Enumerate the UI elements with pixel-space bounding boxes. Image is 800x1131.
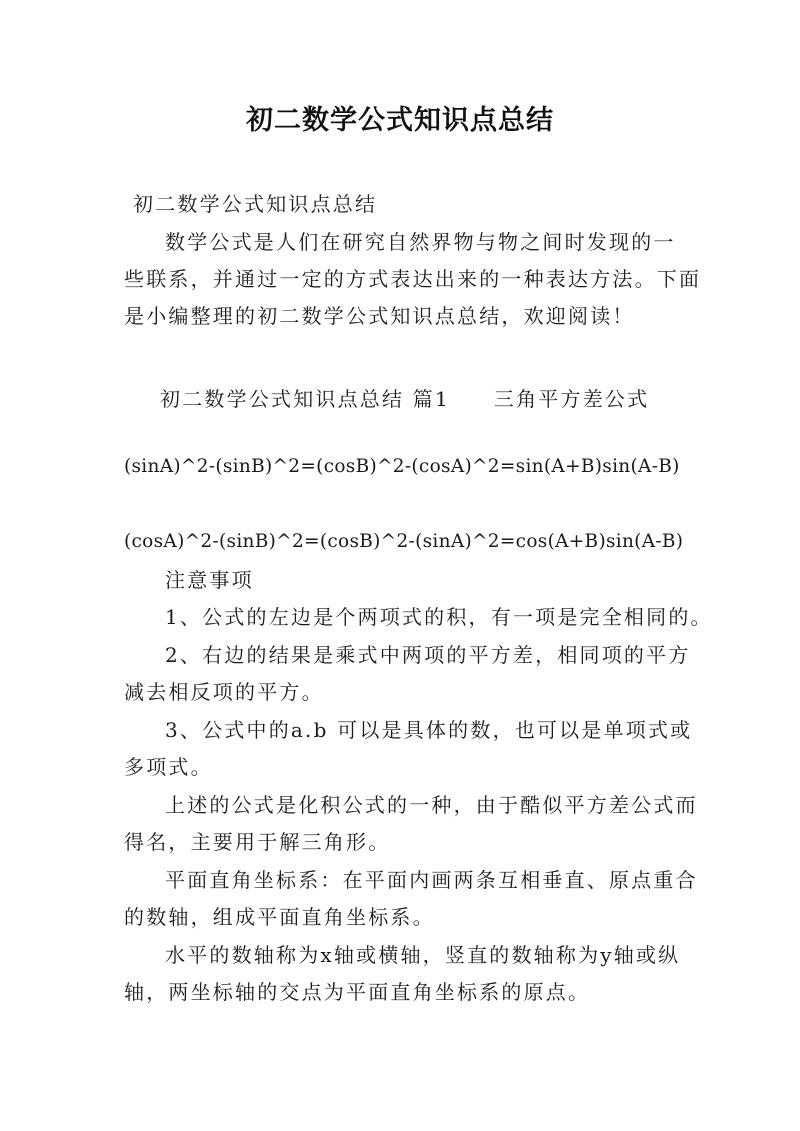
intro-heading: 初二数学公式知识点总结	[133, 192, 378, 216]
paragraph-line: 上述的公式是化积公式的一种，由于酷似平方差公式而	[165, 793, 698, 817]
section-heading: 初二数学公式知识点总结 篇1	[160, 387, 450, 411]
paragraph-line: 水平的数轴称为x轴或横轴，竖直的数轴称为y轴或纵	[165, 943, 681, 967]
note-item: 减去相反项的平方。	[124, 680, 324, 704]
paragraph-line: 平面直角坐标系：在平面内画两条互相垂直、原点重合	[165, 868, 698, 892]
paragraph-line: 轴，两坐标轴的交点为平面直角坐标系的原点。	[124, 980, 591, 1004]
formula-line: (sinA)^2-(sinB)^2=(cosB)^2-(cosA)^2=sin(A+B)sin(A-B)	[124, 456, 680, 477]
note-item: 2、右边的结果是乘式中两项的平方差，相同项的平方	[165, 643, 691, 667]
document-title: 初二数学公式知识点总结	[246, 105, 554, 136]
section-heading-row	[160, 383, 649, 412]
intro-line: 数学公式是人们在研究自然界物与物之间时发现的一	[165, 230, 676, 254]
notes-title: 注意事项	[165, 568, 254, 592]
intro-line: 些联系，并通过一定的方式表达出来的一种表达方法。下面	[124, 267, 702, 291]
paragraph-line: 的数轴，组成平面直角坐标系。	[124, 905, 435, 929]
section-subject: 三角平方差公式	[493, 387, 650, 411]
formula-line: (cosA)^2-(sinB)^2=(cosB)^2-(sinA)^2=cos(A+B)sin(A-B)	[124, 531, 684, 552]
note-item: 3、公式中的a.b 可以是具体的数，也可以是单项式或	[165, 718, 693, 742]
intro-line: 是小编整理的初二数学公式知识点总结，欢迎阅读！	[124, 304, 635, 328]
paragraph-line: 得名，主要用于解三角形。	[124, 830, 391, 854]
note-item: 多项式。	[124, 755, 213, 779]
note-item: 1、公式的左边是个两项式的积，有一项是完全相同的。	[165, 605, 713, 629]
